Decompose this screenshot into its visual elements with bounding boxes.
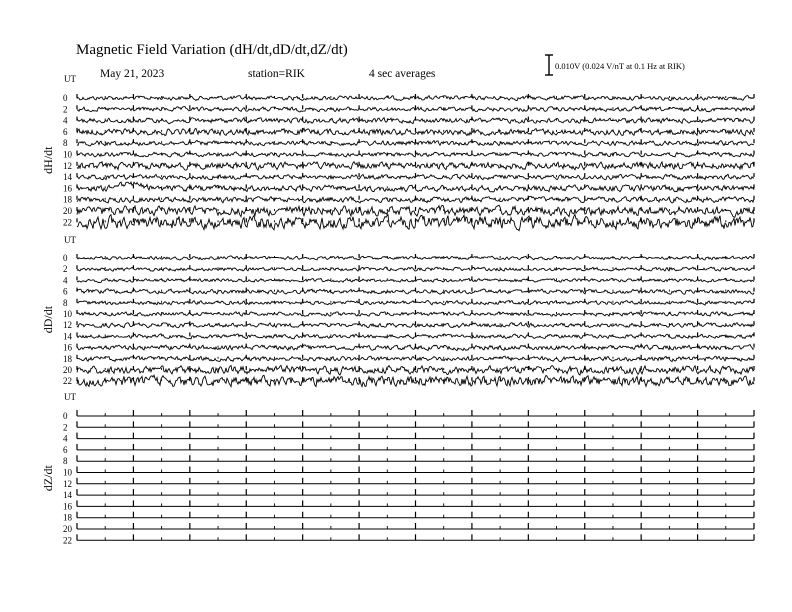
hour-label: 20 xyxy=(63,365,72,375)
hour-label: 8 xyxy=(63,456,68,467)
hour-label: 22 xyxy=(63,217,72,228)
hour-label: 20 xyxy=(63,524,72,534)
hour-label: 20 xyxy=(63,206,72,216)
panel-dz-dt xyxy=(41,392,754,545)
hour-label: 2 xyxy=(63,264,68,275)
hour-label: 4 xyxy=(63,275,68,286)
panels-group xyxy=(41,74,754,545)
ut-label: UT xyxy=(64,392,76,402)
hour-label: 2 xyxy=(63,422,68,433)
hour-label: 0 xyxy=(63,411,68,421)
hour-label: 10 xyxy=(63,149,72,160)
hour-label: 16 xyxy=(63,183,72,194)
hour-label: 12 xyxy=(63,478,72,489)
hour-label: 4 xyxy=(63,433,68,444)
hour-label: 10 xyxy=(63,309,72,319)
ut-label: UT xyxy=(64,235,76,245)
panel-ylabel: dH/dt xyxy=(41,146,55,174)
panel-ylabel: dD/dt xyxy=(41,305,55,334)
hour-label: 18 xyxy=(63,353,72,364)
scale-bar xyxy=(545,55,685,75)
trace-20 xyxy=(77,205,754,217)
hour-label: 22 xyxy=(63,376,72,387)
scale-bar-label: 0.010V (0.024 V/nT at 0.1 Hz at RIK) xyxy=(555,61,685,71)
hour-label: 16 xyxy=(63,501,72,512)
trace-22 xyxy=(77,215,754,231)
chart-title: Magnetic Field Variation (dH/dt,dD/dt,dZ/dt) xyxy=(76,42,348,58)
hour-label: 22 xyxy=(63,535,72,546)
hour-label: 6 xyxy=(63,444,68,455)
hour-label: 8 xyxy=(63,297,68,308)
hour-label: 0 xyxy=(63,253,68,263)
hour-label: 10 xyxy=(63,467,72,478)
hour-label: 12 xyxy=(63,320,72,331)
ut-label: UT xyxy=(64,74,76,84)
panel-dd-dt xyxy=(41,235,754,387)
hour-label: 18 xyxy=(63,512,72,523)
hour-label: 4 xyxy=(63,115,68,126)
hour-label: 0 xyxy=(63,93,68,103)
date-label: May 21, 2023 xyxy=(100,68,165,80)
hour-label: 18 xyxy=(63,194,72,205)
station-label: station=RIK xyxy=(248,68,305,80)
hour-label: 16 xyxy=(63,342,72,353)
hour-label: 14 xyxy=(63,172,72,183)
panel-ylabel: dZ/dt xyxy=(41,465,55,492)
hour-label: 12 xyxy=(63,160,72,171)
hour-label: 14 xyxy=(63,490,72,501)
hour-label: 8 xyxy=(63,138,68,149)
hour-label: 6 xyxy=(63,286,68,297)
hour-label: 6 xyxy=(63,126,68,137)
panel-dh-dt xyxy=(41,74,754,231)
hour-label: 14 xyxy=(63,331,72,342)
averaging-label: 4 sec averages xyxy=(369,68,436,80)
hour-label: 2 xyxy=(63,104,68,115)
